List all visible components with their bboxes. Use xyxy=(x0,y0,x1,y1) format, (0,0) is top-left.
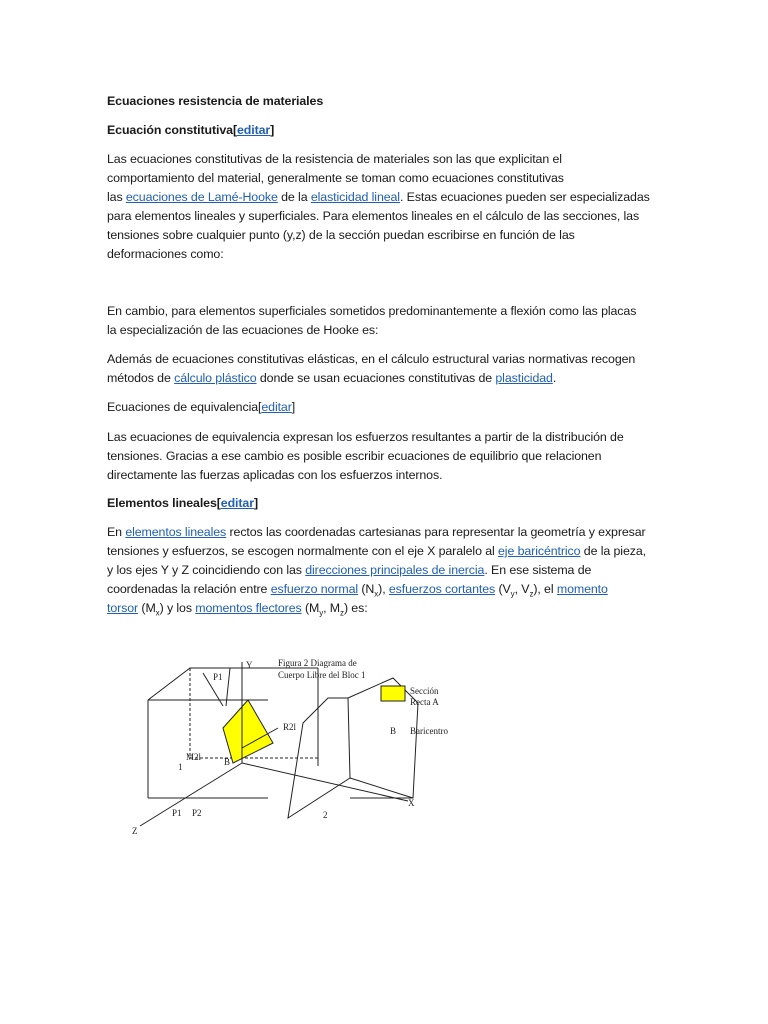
text-span: (M xyxy=(138,601,156,615)
text-span: , V xyxy=(514,582,530,596)
link-esfuerzos-cortantes[interactable]: esfuerzos cortantes xyxy=(388,582,496,596)
heading-text: Ecuación constitutiva xyxy=(107,123,233,137)
text-line: En cambio, para elementos superficiales sometidos predominantemente a flexión como las placas xyxy=(107,304,637,318)
text-span: ) es: xyxy=(343,601,368,615)
paragraph-equivalencia xyxy=(107,428,667,485)
text-line: tensiones. Gracias a ese cambio es posible escribir ecuaciones de equilibrio que relacionen xyxy=(107,449,602,463)
label-p1-top: P1 xyxy=(213,672,223,682)
text-span: En xyxy=(107,525,126,539)
legend-swatch xyxy=(381,686,405,701)
subscript: z xyxy=(340,608,344,618)
heading-text: Elementos lineales xyxy=(107,496,217,510)
text-span: (M xyxy=(301,601,320,615)
label-r21: R2l xyxy=(283,722,297,732)
edit-link-lineales[interactable]: editar xyxy=(220,496,254,510)
axis-label-x: X xyxy=(408,798,415,808)
link-elasticidad-lineal[interactable]: elasticidad lineal xyxy=(310,190,400,204)
link-plasticidad[interactable]: plasticidad xyxy=(495,371,553,385)
link-momentos-flectores[interactable]: momentos flectores xyxy=(195,601,302,615)
label-m21: M2l xyxy=(186,752,202,762)
z-axis-line xyxy=(140,763,242,826)
document-title: Ecuaciones resistencia de materiales xyxy=(107,94,324,108)
x-axis-line xyxy=(242,763,408,801)
legend-b-text: Baricentro xyxy=(410,726,448,736)
label-p1-bottom: P1 xyxy=(172,808,182,818)
axes xyxy=(140,662,408,826)
text-span: ) y los xyxy=(159,601,196,615)
label-block-1: 1 xyxy=(178,762,183,772)
axis-label-z: Z xyxy=(132,826,138,836)
heading-text: Ecuaciones de equivalencia xyxy=(107,400,259,414)
subscript: y xyxy=(319,608,324,618)
edit-link-equivalencia[interactable]: editar xyxy=(261,400,292,414)
text-span: rectos las coordenadas cartesianas para representar la geometría y expresar xyxy=(226,525,646,539)
paragraph-constitutiva-1 xyxy=(107,150,667,264)
text-line xyxy=(107,188,667,207)
link-eje-baricentrico[interactable]: eje baricéntrico xyxy=(498,544,581,558)
text-line: Las ecuaciones de equivalencia expresan los esfuerzos resultantes a partir de la distribución de xyxy=(107,430,624,444)
figure-caption-line2: Cuerpo Libre del Bloc 1 xyxy=(278,670,366,680)
text-span: y los ejes Y y Z coincidiendo con las xyxy=(107,563,306,577)
paragraph-constitutiva-3 xyxy=(107,350,667,388)
section-heading-constitutiva: Ecuación constitutiva[editar] xyxy=(107,123,275,137)
text-line: la especialización de las ecuaciones de Hooke es: xyxy=(107,323,379,337)
text-span: métodos de xyxy=(107,371,175,385)
legend-b-symbol: B xyxy=(390,726,397,736)
text-line xyxy=(107,561,667,580)
text-line xyxy=(107,523,667,542)
legend-section-line2: Recta A xyxy=(410,697,439,707)
link-direcciones-principales[interactable]: direcciones principales de inercia xyxy=(305,563,485,577)
text-line: directamente las fuerzas aplicadas con los esfuerzos internos. xyxy=(107,468,443,482)
text-line: Las ecuaciones constitutivas de la resistencia de materiales son las que explicitan el xyxy=(107,152,562,166)
link-momento-torsor-a[interactable]: momento xyxy=(556,582,608,596)
link-calculo-plastico[interactable]: cálculo plástico xyxy=(174,371,257,385)
text-span: . Estas ecuaciones pueden ser especializadas xyxy=(399,190,650,204)
text-line xyxy=(107,580,667,599)
link-esfuerzo-normal[interactable]: esfuerzo normal xyxy=(270,582,359,596)
text-span: coordenadas la relación entre xyxy=(107,582,271,596)
label-b-centroid: B xyxy=(224,757,231,767)
text-span: las xyxy=(107,190,126,204)
free-body-diagram-figure xyxy=(118,648,448,848)
text-span: . En ese sistema de xyxy=(484,563,592,577)
text-line xyxy=(107,369,667,388)
text-line: comportamiento del material, generalmente se toman como ecuaciones constitutivas xyxy=(107,171,564,185)
figure-caption-line1: Figura 2 Diagrama de xyxy=(278,658,357,668)
legend-section-line1: Sección xyxy=(410,686,439,696)
subscript: x xyxy=(155,608,160,618)
label-block-2: 2 xyxy=(323,810,328,820)
subscript: z xyxy=(529,589,534,599)
link-elementos-lineales[interactable]: elementos lineales xyxy=(125,525,227,539)
section-heading-lineales: Elementos lineales[editar] xyxy=(107,496,258,510)
text-span: . xyxy=(552,371,557,385)
text-span: ), el xyxy=(533,582,557,596)
label-p2: P2 xyxy=(192,808,202,818)
text-line: para elementos lineales y superficiales. Para elementos lineales en el cálculo de las secciones, las xyxy=(107,209,640,223)
text-line: Además de ecuaciones constitutivas elásticas, en el cálculo estructural varias normativas recogen xyxy=(107,352,636,366)
subscript: x xyxy=(374,589,379,599)
subscript: y xyxy=(510,589,515,599)
text-span: de la pieza, xyxy=(580,544,646,558)
section-heading-equivalencia: Ecuaciones de equivalencia[editar] xyxy=(107,400,296,414)
text-line: deformaciones como: xyxy=(107,247,224,261)
text-span: (V xyxy=(495,582,511,596)
section-a-shape xyxy=(223,700,273,763)
link-momento-torsor-b[interactable]: torsor xyxy=(107,601,139,615)
text-line: tensiones sobre cualquier punto (y,z) de la sección puedan escribirse en función de las xyxy=(107,228,575,242)
text-line xyxy=(107,542,667,561)
text-span: de la xyxy=(277,190,311,204)
text-span: tensiones y esfuerzos, se escogen normalmente con el eje X paralelo al xyxy=(107,544,499,558)
text-line xyxy=(107,599,667,618)
paragraph-constitutiva-2 xyxy=(107,302,667,340)
text-span: ), xyxy=(378,582,389,596)
text-span: , M xyxy=(323,601,341,615)
link-lame-hooke[interactable]: ecuaciones de Lamé-Hooke xyxy=(125,190,278,204)
axis-label-y: Y xyxy=(246,660,253,670)
edit-link-constitutiva[interactable]: editar xyxy=(237,123,271,137)
text-span: (N xyxy=(358,582,375,596)
text-span: donde se usan ecuaciones constitutivas de xyxy=(256,371,496,385)
paragraph-lineales xyxy=(107,523,667,618)
